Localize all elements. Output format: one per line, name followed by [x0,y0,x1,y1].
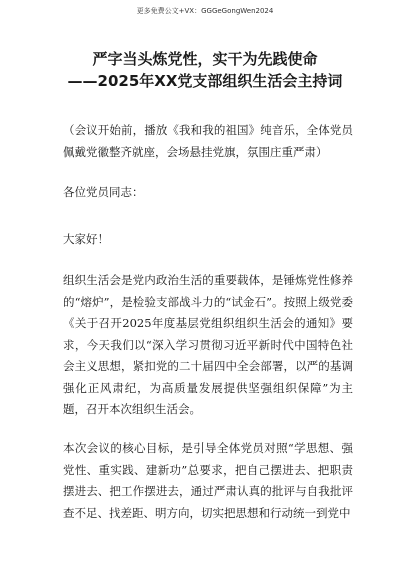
greeting-paragraph: 各位党员同志： [63,185,144,199]
body-paragraph-1: 组织生活会是党内政治生活的重要载体，是锤炼党性修养的“熔炉”，是检验支部战斗力的“试金石”。按照上级党委《关于召开2025年度基层党组织组织生活会的通知》要求，今天我们以“深入学习贯彻习近平新时代中国特色社会主义思想，紧扣党的二十届四中全会部署，以严的基调强化正风肃纪，为高质量发展提供坚强组织保障”为主题，召开本次组织生活会。 [63,273,353,416]
title-line-subtitle: ——2025年XX党支部组织生活会主持词 [67,72,343,90]
body-paragraph-2: 本次会议的核心目标，是引导全体党员对照“学思想、强党性、重实践、建新功”总要求，把自己摆进去、把职责摆进去、把工作摆进去，通过严肃认真的批评与自我批评查不足、找差距、明方向，切实把思想和行动统一到党中 [63,441,353,520]
header-note: 更多免费公文+VX：GGGeGongWen2024 [136,7,274,15]
hello-paragraph: 大家好！ [63,232,109,246]
title-line-main: 严字当头炼党性，实干为先践使命 [92,50,318,68]
document-title [30,48,380,92]
intro-paragraph: （会议开始前，播放《我和我的祖国》纯音乐，全体党员佩戴党徽整齐就座，会场悬挂党旗，氛围庄重严肃） [63,123,353,159]
